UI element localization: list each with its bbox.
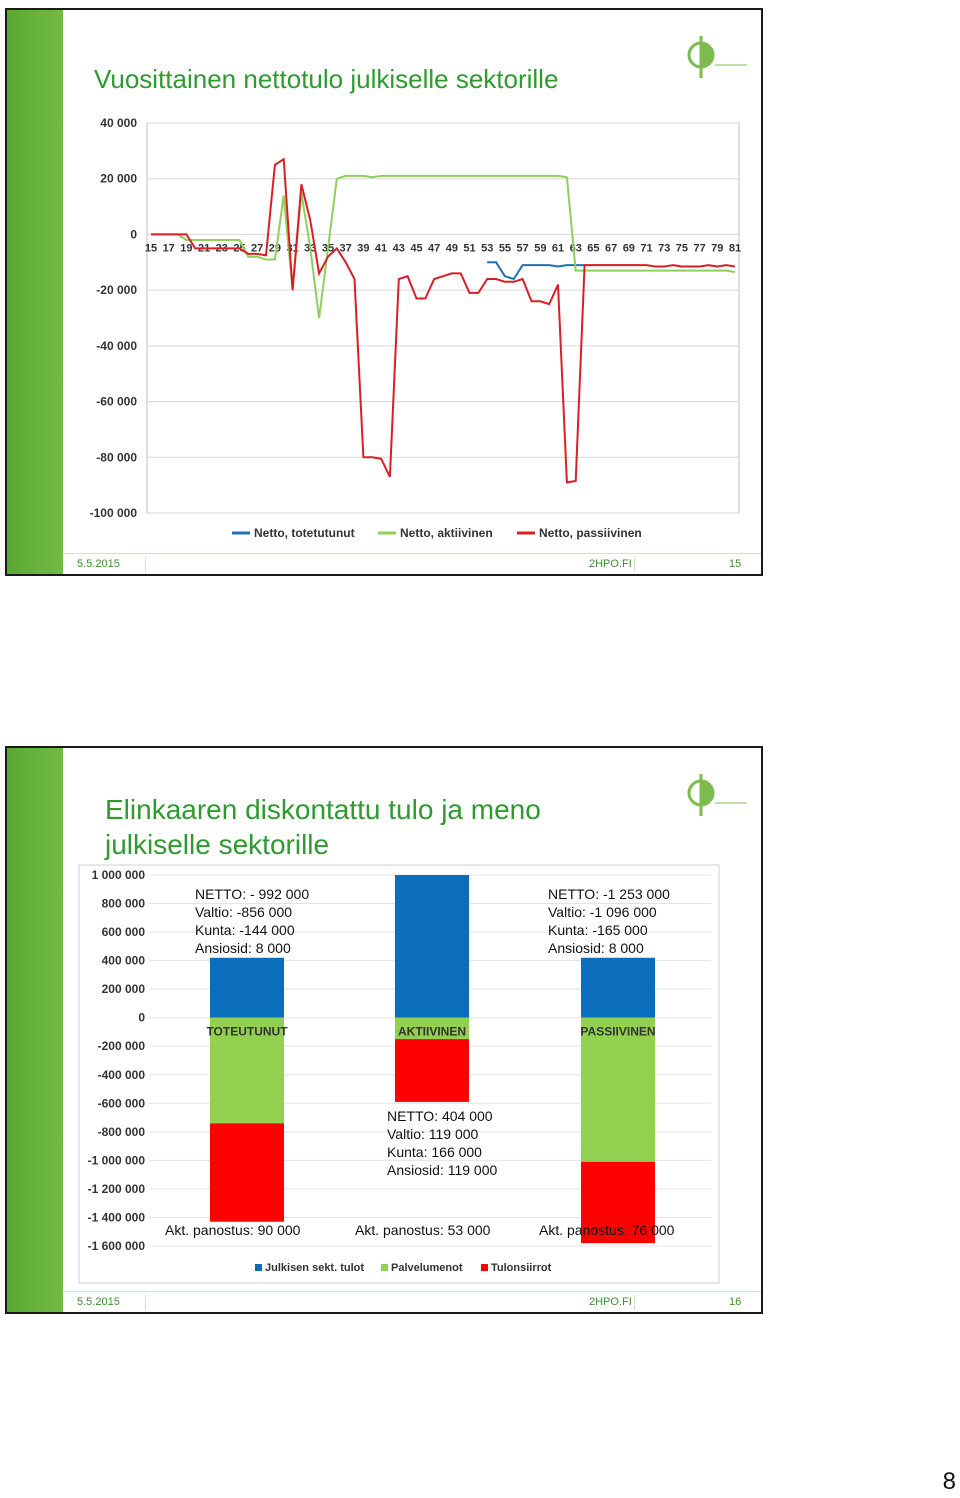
x-tick-label: 73 xyxy=(658,242,671,255)
x-tick-label: 39 xyxy=(357,242,370,255)
x-tick-label: 35 xyxy=(321,242,335,255)
x-tick-label: 19 xyxy=(180,242,193,255)
x-tick-label: 31 xyxy=(286,242,299,255)
y-tick-label: -20 000 xyxy=(96,283,137,298)
x-tick-label: 45 xyxy=(410,242,423,255)
panostus-passiivinen: Akt. panostus: 76 000 xyxy=(539,1222,675,1238)
stat-line: Kunta: 166 000 xyxy=(387,1144,482,1160)
slide-title: Vuosittainen nettotulo julkiselle sektorille xyxy=(94,64,559,94)
y-tick-label: 400 000 xyxy=(101,953,145,968)
y-tick-label: -1 000 000 xyxy=(87,1153,145,1168)
x-tick-label: 55 xyxy=(498,242,512,255)
category-label: AKTIIVINEN xyxy=(397,1024,467,1039)
legend-label: Julkisen sekt. tulot xyxy=(265,1262,365,1274)
y-tick-label: 1 000 000 xyxy=(91,868,145,882)
x-tick-label: 25 xyxy=(233,242,246,255)
x-tick-label: 63 xyxy=(569,242,582,255)
bar-segment xyxy=(581,1018,655,1162)
slide-title-line-2: julkiselle sektorille xyxy=(105,829,330,860)
x-tick-label: 29 xyxy=(268,242,282,255)
x-tick-label: 81 xyxy=(728,242,742,255)
plot-area xyxy=(144,123,742,513)
y-tick-label: -600 000 xyxy=(97,1096,145,1111)
x-tick-label: 41 xyxy=(374,242,388,255)
x-tick-label: 21 xyxy=(197,242,211,255)
line-chart xyxy=(7,10,761,574)
stat-line: NETTO: 404 000 xyxy=(387,1108,493,1124)
x-tick-label: 33 xyxy=(304,242,317,255)
stat-line: NETTO: - 992 000 xyxy=(195,886,310,902)
stat-line: Valtio: 119 000 xyxy=(387,1126,479,1142)
x-tick-label: 53 xyxy=(481,242,494,255)
footer-site: 2HPO.FI xyxy=(589,1296,632,1308)
footer-date: 5.5.2015 xyxy=(77,1296,120,1308)
x-tick-label: 71 xyxy=(640,242,653,255)
footer-divider xyxy=(63,553,761,554)
y-tick-label: -80 000 xyxy=(96,450,137,465)
x-tick-label: 27 xyxy=(251,242,264,255)
footer-separator xyxy=(634,557,635,572)
slide-line-chart xyxy=(5,8,763,576)
category-label: PASSIIVINEN xyxy=(580,1024,656,1039)
stats-toteutunut xyxy=(195,885,309,957)
y-tick-label: 40 000 xyxy=(100,116,137,130)
y-tick-label: -200 000 xyxy=(97,1039,145,1054)
x-tick-label: 75 xyxy=(675,242,689,255)
stat-line: Ansiosid: 119 000 xyxy=(387,1162,498,1178)
bar-segment xyxy=(210,958,284,1018)
footer-date: 5.5.2015 xyxy=(77,558,120,570)
y-tick-label: -1 600 000 xyxy=(87,1239,145,1253)
legend-label: Palvelumenot xyxy=(391,1262,463,1274)
x-tick-label: 51 xyxy=(463,242,476,255)
y-tick-label: 200 000 xyxy=(101,982,145,997)
y-tick-label: 0 xyxy=(130,227,137,242)
slide-title-line-1: Elinkaaren diskontattu tulo ja meno xyxy=(105,794,541,825)
y-tick-label: -1 200 000 xyxy=(87,1181,145,1196)
y-tick-label: -1 400 000 xyxy=(87,1210,145,1225)
panostus-toteutunut: Akt. panostus: 90 000 xyxy=(165,1222,301,1238)
x-tick-label: 65 xyxy=(587,242,600,255)
stat-line: Valtio: -1 096 000 xyxy=(548,904,657,920)
y-tick-label: -800 000 xyxy=(97,1124,145,1139)
bar-segment xyxy=(581,958,655,1018)
stat-line: Ansiosid: 8 000 xyxy=(195,940,291,956)
legend-label: Netto, aktiivinen xyxy=(400,526,493,540)
y-tick-label: -40 000 xyxy=(96,338,137,353)
footer-page-number: 16 xyxy=(729,1296,742,1308)
legend-label: Tulonsiirrot xyxy=(491,1262,552,1274)
legend-swatch xyxy=(255,1264,262,1271)
x-tick-label: 67 xyxy=(604,242,618,255)
y-tick-label: -60 000 xyxy=(96,394,137,409)
bar-segment xyxy=(210,1123,284,1221)
x-tick-label: 59 xyxy=(534,242,547,255)
y-tick-label: 600 000 xyxy=(101,925,145,940)
stat-line: Kunta: -165 000 xyxy=(548,922,648,938)
stat-line: Kunta: -144 000 xyxy=(195,922,295,938)
stats-aktiivinen xyxy=(387,1107,497,1179)
x-tick-label: 61 xyxy=(551,242,565,255)
panostus-aktiivinen: Akt. panostus: 53 000 xyxy=(355,1222,491,1238)
x-tick-label: 49 xyxy=(445,242,458,255)
footer-separator xyxy=(145,557,146,572)
x-tick-label: 57 xyxy=(516,242,529,255)
y-tick-label: 20 000 xyxy=(100,171,137,186)
x-tick-label: 15 xyxy=(144,242,158,255)
x-tick-label: 77 xyxy=(693,242,706,255)
legend-swatch xyxy=(481,1264,488,1271)
stat-line: Valtio: -856 000 xyxy=(195,904,293,920)
stat-line: Ansiosid: 8 000 xyxy=(548,940,644,956)
category-label: TOTEUTUNUT xyxy=(206,1024,288,1039)
x-tick-label: 79 xyxy=(711,242,724,255)
bar-segment xyxy=(395,1039,469,1102)
stat-line: NETTO: -1 253 000 xyxy=(548,886,670,902)
x-tick-label: 69 xyxy=(622,242,635,255)
bar-segment xyxy=(395,875,469,1018)
document-page-number: 8 xyxy=(942,1468,956,1495)
slide-bar-chart xyxy=(5,746,763,1314)
legend-label: Netto, passiivinen xyxy=(539,526,642,540)
footer-divider xyxy=(63,1291,761,1292)
footer-separator xyxy=(145,1295,146,1310)
y-tick-label: 800 000 xyxy=(101,896,145,911)
legend-label: Netto, totetutunut xyxy=(254,526,355,540)
x-tick-label: 23 xyxy=(215,242,228,255)
x-tick-label: 43 xyxy=(392,242,405,255)
footer-separator xyxy=(634,1295,635,1310)
footer-site: 2HPO.FI xyxy=(589,558,632,570)
y-tick-label: -400 000 xyxy=(97,1067,145,1082)
x-tick-label: 17 xyxy=(162,242,175,255)
y-tick-label: 0 xyxy=(138,1010,145,1025)
y-tick-label: -100 000 xyxy=(89,506,137,520)
footer-page-number: 15 xyxy=(729,558,742,570)
legend-swatch xyxy=(381,1264,388,1271)
x-tick-label: 37 xyxy=(339,242,352,255)
stats-passiivinen xyxy=(548,885,670,957)
x-tick-label: 47 xyxy=(428,242,441,255)
